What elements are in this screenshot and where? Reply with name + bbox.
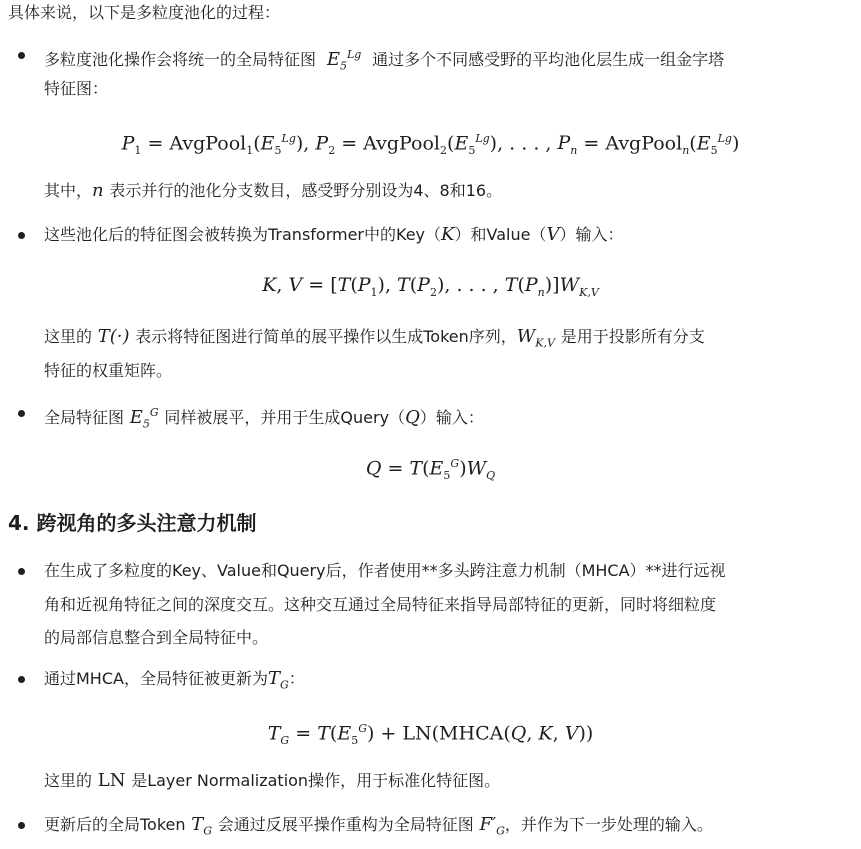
bullet-2-text-c: ）输入： [559, 225, 624, 244]
note-2-text-a: 这里的 [44, 327, 93, 346]
note-2-text-b: 表示将特征图进行简单的展平操作以生成Token序列， [135, 327, 517, 346]
math-n: n [92, 180, 110, 201]
bullet-2-text-b: ）和Value（ [454, 225, 547, 244]
math-V: V [546, 224, 560, 245]
bullet-3-text-c: ）输入： [419, 408, 484, 427]
equation-kv: K, $V = [T(P_1)$, $T(P_2)$, . . . , $T(P_n)]W_{K,V}$ [262, 274, 599, 299]
bullet-2 [44, 224, 623, 246]
math-TG: $T_G$ [185, 814, 213, 838]
bullet-3-text-b: 同样被展平，并用于生成Query（ [164, 408, 406, 427]
math-TG: $T_G$ [267, 668, 289, 692]
note-3 [44, 770, 500, 792]
note-1-text-b: 表示并行的池化分支数目，感受野分别设为4、8和16。 [109, 181, 503, 200]
bullet-1-text-b: 通过多个不同感受野的平均池化层生成一组金字塔 [372, 50, 725, 69]
bullet-1-line-2: 特征图： [44, 79, 109, 98]
bullet-3-text-a: 全局特征图 [44, 408, 125, 427]
note-1 [44, 180, 502, 202]
math-F-prime-G: $F'_G$ [473, 814, 505, 838]
note-3-text-c: 是Layer Normalization操作，用于标准化特征图。 [131, 771, 501, 790]
equation-pooling: $P_1$ = $AvgPool_1(E_5^{Lg})$, $P_2$ = $AvgPool_2(E_5^{Lg})$, . . . , $P_n$ = $AvgPool_n(E_5^{Lg})$ [121, 132, 740, 158]
note-1-text-a: 其中， [44, 181, 93, 200]
math-W-KV: $W_{K,V}$ [516, 326, 555, 350]
bullet-5-text-b: ： [288, 669, 305, 688]
bullet-dot [18, 676, 25, 683]
bullet-1-text-a: 多粒度池化操作会将统一的全局特征图 [44, 50, 317, 69]
equation-tg: $T_G = T(E_5^G)$ + LN(MHCA(Q, K, V)) [267, 722, 594, 748]
bullet-6-text-b: 会通过反展平操作重构为全局特征图 [217, 815, 474, 834]
bullet-1-line-1 [44, 44, 724, 78]
note-2-line-2: 特征的权重矩阵。 [44, 361, 173, 380]
bullet-6 [44, 814, 713, 843]
bullet-4-line-1: 在生成了多粒度的Key、Value和Query后，作者使用**多头跨注意力机制（MHCA）**进行远视 [44, 561, 726, 580]
math-LN [92, 770, 131, 791]
intro-text: 具体来说，以下是多粒度池化的过程： [8, 3, 281, 22]
math-E5-Lg: $E_5^{Lg}$ [321, 48, 362, 73]
equation-q: $Q = T(E_5^G)W_Q$ [365, 457, 496, 483]
bullet-4-line-2: 角和近视角特征之间的深度交互。这种交互通过全局特征来指导局部特征的更新，同时将细粒度 [44, 595, 717, 614]
bullet-dot [18, 52, 25, 59]
bullet-2-text-a: 这些池化后的特征图会被转换为Transformer中的Key（ [44, 225, 442, 244]
bullet-5-text-a: 通过MHCA，全局特征被更新为 [44, 669, 268, 688]
section-heading: 4. 跨视角的多头注意力机制 [8, 511, 257, 535]
note-2-text-c: 是用于投影所有分支 [560, 327, 705, 346]
bullet-dot [18, 232, 25, 239]
math-E5-G: $E_5^G$ [124, 406, 159, 431]
bullet-dot [18, 410, 25, 417]
math-Q: Q [405, 407, 420, 428]
bullet-dot [18, 568, 25, 575]
bullet-5 [44, 668, 305, 697]
bullet-6-text-a: 更新后的全局Token [44, 815, 186, 834]
bullet-6-text-c: ，并作为下一步处理的输入。 [504, 815, 713, 834]
math-K: K [441, 224, 455, 245]
bullet-dot [18, 822, 25, 829]
math-LN-text: LN [97, 770, 126, 791]
bullet-4-line-3: 的局部信息整合到全局特征中。 [44, 628, 269, 647]
bullet-3 [44, 402, 484, 436]
note-3-text-a: 这里的 [44, 771, 93, 790]
note-2-line-1 [44, 326, 705, 355]
math-T-dot: T(·) [92, 326, 136, 347]
